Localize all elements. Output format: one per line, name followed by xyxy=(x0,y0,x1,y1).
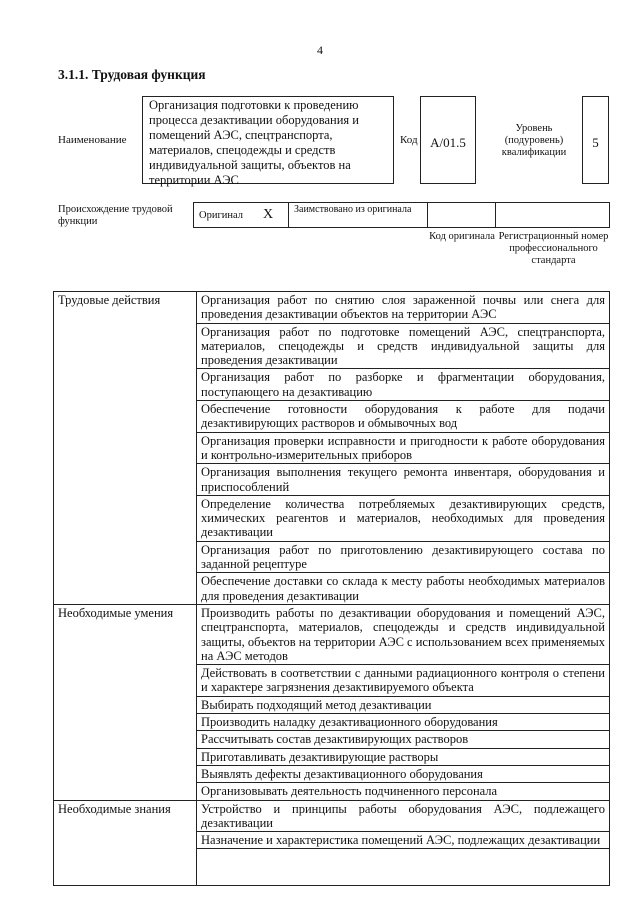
section-title: 3.1.1. Трудовая функция xyxy=(58,67,206,82)
table-cell: Организация работ по снятию слоя зараженной почвы или снега для проведения дезактивации объектов на территории АЭС xyxy=(197,292,610,324)
table-cell: Выбирать подходящий метод дезактивации xyxy=(197,696,610,713)
code-original-cell xyxy=(427,202,496,228)
page-frame-bottom xyxy=(53,885,610,886)
original-mark: X xyxy=(263,207,274,222)
code-label: Код xyxy=(400,134,418,146)
table-cell: Действовать в соответствии с данными радиационного контроля о степени и характере загрязнения дезактивируемого объекта xyxy=(197,665,610,697)
section-title-skills: Необходимые умения xyxy=(54,604,197,800)
reg-number-cell xyxy=(495,202,610,228)
table-row xyxy=(54,800,610,832)
original-cell xyxy=(193,202,289,228)
page-frame-right xyxy=(609,849,610,885)
table-row xyxy=(54,292,610,324)
table-cell: Организация работ по разборке и фрагментации оборудования, поступающего на дезактивацию xyxy=(197,369,610,401)
table-cell: Определение количества потребляемых дезактивирующих средств, химических реагентов и материалов, необходимых для проведения дезактивации xyxy=(197,495,610,541)
borrowed-cell xyxy=(288,202,428,228)
table-cell: Обеспечение доставки со склада к месту работы необходимых материалов для проведения дезактивации xyxy=(197,573,610,605)
table-cell: Обеспечение готовности оборудования к работе для подачи дезактивирующих растворов и обмывочных вод xyxy=(197,401,610,433)
table-row xyxy=(54,604,610,664)
table-cell: Приготавливать дезактивирующие растворы xyxy=(197,748,610,765)
table-cell: Выявлять дефекты дезактивационного оборудования xyxy=(197,765,610,782)
qualification-level: 5 xyxy=(582,96,609,184)
table-cell: Организация выполнения текущего ремонта инвентаря, оборудования и приспособлений xyxy=(197,464,610,496)
table-cell: Организовывать деятельность подчиненного персонала xyxy=(197,783,610,800)
name-label: Наименование xyxy=(58,134,127,146)
reg-number-label: Регистрационный номер профессионального стандарта xyxy=(498,231,609,266)
table-cell: Производить работы по дезактивации оборудования и помещений АЭС, спецтранспорта, материалов, спецодежды и средств индивидуальной защиты, объектов на территории АЭС с использованием всех применяемых на АЭС методов xyxy=(197,604,610,664)
table-cell: Производить наладку дезактивационного оборудования xyxy=(197,714,610,731)
table-cell: Назначение и характеристика помещений АЭС, подлежащих дезактивации xyxy=(197,832,610,849)
table-cell: Устройство и принципы работы оборудования АЭС, подлежащего дезактивации xyxy=(197,800,610,832)
table-cell: Организация проверки исправности и пригодности к работе оборудования и контрольно-измерительных приборов xyxy=(197,432,610,464)
table-cell: Рассчитывать состав дезактивирующих растворов xyxy=(197,731,610,748)
code-original-label: Код оригинала xyxy=(429,231,495,242)
function-code: A/01.5 xyxy=(420,96,476,184)
function-table xyxy=(53,291,610,849)
original-label: Оригинал xyxy=(199,210,243,221)
borrowed-label: Заимствовано из оригинала xyxy=(294,204,412,215)
table-cell: Организация работ по подготовке помещений АЭС, спецтранспорта, материалов, спецодежды и средств индивидуальной защиты для проведения дезактивации xyxy=(197,323,610,369)
section-title-knowledge: Необходимые знания xyxy=(54,800,197,849)
table-cell: Организация работ по приготовлению дезактивирующего состава по заданной рецептуре xyxy=(197,541,610,573)
page-number: 4 xyxy=(317,43,323,57)
section-title-labor-actions: Трудовые действия xyxy=(54,292,197,605)
origin-label: Происхождение трудовой функции xyxy=(58,204,173,227)
level-label: Уровень (подуровень) квалификации xyxy=(501,123,567,158)
page-frame-left xyxy=(53,849,54,885)
category-column-divider xyxy=(196,849,197,885)
function-name: Организация подготовки к проведению процесса дезактивации оборудования и помещений АЭС, спецтранспорта, материалов, спецодежды и средств индивидуальной защиты, объектов на территории АЭС xyxy=(142,96,394,184)
